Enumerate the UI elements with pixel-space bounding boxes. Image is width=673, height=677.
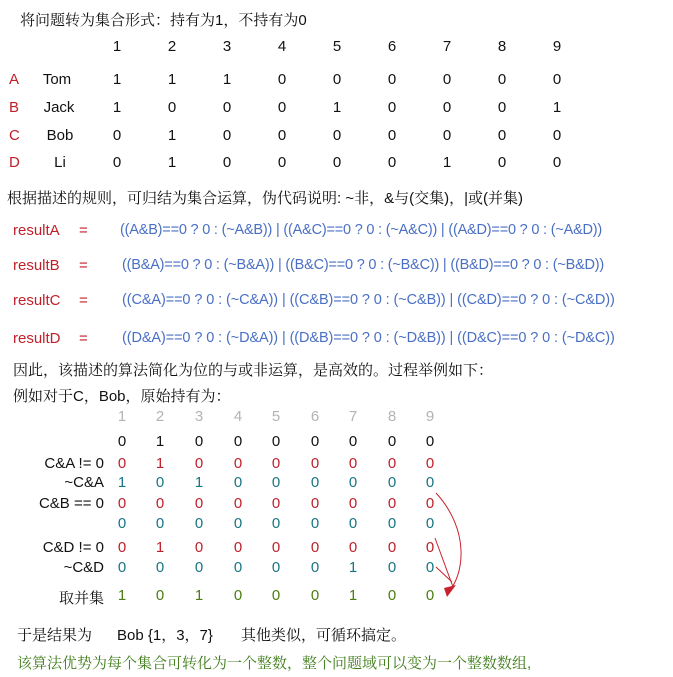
cell: 0: [552, 154, 562, 171]
cell: 0: [117, 539, 127, 556]
cell: 0: [425, 433, 435, 450]
cell: 0: [348, 474, 358, 491]
cell: 0: [271, 539, 281, 556]
set-letter: C: [9, 127, 20, 144]
col-header: 8: [387, 408, 397, 425]
cell: 1: [117, 474, 127, 491]
cell: 0: [155, 559, 165, 576]
cell: 0: [387, 559, 397, 576]
cell: 0: [348, 495, 358, 512]
cell: 0: [425, 559, 435, 576]
cell: 0: [117, 559, 127, 576]
cell: 0: [387, 433, 397, 450]
person-name: Li: [54, 154, 66, 171]
cell: 0: [233, 455, 243, 472]
cell: 0: [310, 474, 320, 491]
cell: 0: [222, 99, 232, 116]
cell: 0: [271, 559, 281, 576]
col-header: 5: [332, 38, 342, 55]
cell: 0: [271, 455, 281, 472]
col-header: 3: [222, 38, 232, 55]
cell: 0: [497, 71, 507, 88]
cell: 0: [348, 433, 358, 450]
cell: 0: [117, 433, 127, 450]
formula-expression: ((C&A)==0 ? 0 : (~C&A)) | ((C&B)==0 ? 0 : (~C&B)) | ((C&D)==0 ? 0 : (~C&D)): [122, 292, 615, 308]
cell: 0: [387, 474, 397, 491]
cell: 0: [310, 495, 320, 512]
col-header: 3: [194, 408, 204, 425]
row-label: C&D != 0: [42, 539, 104, 556]
cell: 0: [387, 99, 397, 116]
cell: 1: [332, 99, 342, 116]
cell: 0: [552, 71, 562, 88]
cell: 0: [155, 515, 165, 532]
cell: 1: [442, 154, 452, 171]
cell: 0: [277, 154, 287, 171]
cell: 0: [497, 99, 507, 116]
conclusion-text: 因此，该描述的算法简化为位的与或非运算，是高效的。过程举例如下：: [13, 362, 494, 379]
cell: 1: [552, 99, 562, 116]
cell: 0: [387, 154, 397, 171]
example-intro: 例如对于C，Bob，原始持有为：: [13, 388, 231, 405]
row-label: 取并集: [58, 590, 104, 607]
cell: 0: [310, 455, 320, 472]
cell: 0: [348, 455, 358, 472]
person-name: Tom: [42, 71, 72, 88]
cell: 0: [155, 587, 165, 604]
cell: 1: [112, 71, 122, 88]
cell: 1: [222, 71, 232, 88]
cell: 1: [348, 587, 358, 604]
col-header: 5: [271, 408, 281, 425]
cell: 0: [155, 495, 165, 512]
result-suffix: 其他类似，可循环搞定。: [241, 627, 407, 644]
cell: 1: [348, 559, 358, 576]
cell: 0: [425, 474, 435, 491]
cell: 0: [425, 495, 435, 512]
cell: 0: [387, 495, 397, 512]
cell: 0: [112, 154, 122, 171]
cell: 0: [222, 127, 232, 144]
col-header: 2: [155, 408, 165, 425]
set-letter: B: [9, 99, 20, 116]
cell: 0: [271, 433, 281, 450]
equals-sign: =: [79, 292, 88, 309]
rule-description: 根据描述的规则，可归结为集合运算，伪代码说明: ~非，&与(交集)，|或(并集): [7, 190, 523, 207]
cell: 0: [442, 99, 452, 116]
cell: 0: [310, 539, 320, 556]
cell: 0: [194, 515, 204, 532]
row-label: ~C&D: [63, 559, 104, 576]
cell: 0: [552, 127, 562, 144]
cell: 0: [194, 559, 204, 576]
cell: 0: [332, 71, 342, 88]
cell: 1: [194, 474, 204, 491]
cell: 0: [233, 559, 243, 576]
formula-expression: ((D&A)==0 ? 0 : (~D&A)) | ((D&B)==0 ? 0 : (~D&B)) | ((D&C)==0 ? 0 : (~D&C)): [122, 330, 615, 346]
cell: 0: [233, 539, 243, 556]
advantage-text: 该算法优势为每个集合可转化为一个整数，整个问题域可以变为一个整数数组,: [17, 655, 532, 672]
cell: 0: [442, 127, 452, 144]
col-header: 4: [277, 38, 287, 55]
col-header: 6: [310, 408, 320, 425]
cell: 1: [117, 587, 127, 604]
cell: 1: [167, 71, 177, 88]
cell: 1: [167, 127, 177, 144]
cell: 0: [233, 515, 243, 532]
row-label: ~C&A: [64, 474, 104, 491]
cell: 0: [310, 587, 320, 604]
cell: 0: [194, 539, 204, 556]
cell: 1: [112, 99, 122, 116]
formula-name: resultC: [13, 292, 61, 309]
cell: 0: [271, 495, 281, 512]
cell: 0: [387, 71, 397, 88]
cell: 0: [310, 515, 320, 532]
formula-name: resultD: [13, 330, 61, 347]
intro-text: 将问题转为集合形式：持有为1，不持有为0: [20, 12, 307, 29]
col-header: 8: [497, 38, 507, 55]
cell: 0: [112, 127, 122, 144]
equals-sign: =: [79, 257, 88, 274]
cell: 0: [155, 474, 165, 491]
person-name: Bob: [46, 127, 74, 144]
col-header: 1: [117, 408, 127, 425]
person-name: Jack: [43, 99, 75, 116]
col-header: 7: [442, 38, 452, 55]
col-header: 2: [167, 38, 177, 55]
cell: 0: [117, 455, 127, 472]
set-letter: D: [9, 154, 20, 171]
cell: 0: [277, 127, 287, 144]
formula-expression: ((B&A)==0 ? 0 : (~B&A)) | ((B&C)==0 ? 0 : (~B&C)) | ((B&D)==0 ? 0 : (~B&D)): [122, 257, 605, 273]
cell: 0: [271, 474, 281, 491]
set-letter: A: [9, 71, 20, 88]
cell: 0: [387, 515, 397, 532]
result-value: Bob {1，3，7}: [117, 627, 213, 644]
cell: 1: [167, 154, 177, 171]
equals-sign: =: [79, 330, 88, 347]
cell: 0: [117, 515, 127, 532]
cell: 0: [425, 455, 435, 472]
col-header: 7: [348, 408, 358, 425]
cell: 0: [271, 587, 281, 604]
cell: 0: [233, 433, 243, 450]
cell: 0: [387, 455, 397, 472]
cell: 1: [155, 455, 165, 472]
cell: 0: [497, 127, 507, 144]
cell: 0: [271, 515, 281, 532]
cell: 0: [117, 495, 127, 512]
cell: 0: [497, 154, 507, 171]
cell: 0: [348, 515, 358, 532]
cell: 1: [155, 539, 165, 556]
cell: 0: [387, 587, 397, 604]
cell: 0: [277, 99, 287, 116]
cell: 0: [222, 154, 232, 171]
col-header: 9: [425, 408, 435, 425]
cell: 0: [233, 495, 243, 512]
cell: 1: [194, 587, 204, 604]
cell: 0: [332, 154, 342, 171]
cell: 0: [425, 539, 435, 556]
col-header: 1: [112, 38, 122, 55]
cell: 0: [194, 455, 204, 472]
cell: 0: [387, 127, 397, 144]
cell: 1: [155, 433, 165, 450]
formula-name: resultB: [13, 257, 60, 274]
col-header: 4: [233, 408, 243, 425]
cell: 0: [277, 71, 287, 88]
cell: 0: [332, 127, 342, 144]
row-label: C&A != 0: [44, 455, 104, 472]
cell: 0: [425, 515, 435, 532]
cell: 0: [194, 433, 204, 450]
cell: 0: [442, 71, 452, 88]
cell: 0: [348, 539, 358, 556]
cell: 0: [310, 433, 320, 450]
result-prefix: 于是结果为: [17, 627, 93, 644]
cell: 0: [387, 539, 397, 556]
cell: 0: [310, 559, 320, 576]
cell: 0: [167, 99, 177, 116]
formula-expression: ((A&B)==0 ? 0 : (~A&B)) | ((A&C)==0 ? 0 : (~A&C)) | ((A&D)==0 ? 0 : (~A&D)): [120, 222, 603, 238]
cell: 0: [233, 587, 243, 604]
equals-sign: =: [79, 222, 88, 239]
cell: 0: [194, 495, 204, 512]
col-header: 9: [552, 38, 562, 55]
formula-name: resultA: [13, 222, 60, 239]
col-header: 6: [387, 38, 397, 55]
cell: 0: [233, 474, 243, 491]
row-label: C&B == 0: [38, 495, 104, 512]
cell: 0: [425, 587, 435, 604]
